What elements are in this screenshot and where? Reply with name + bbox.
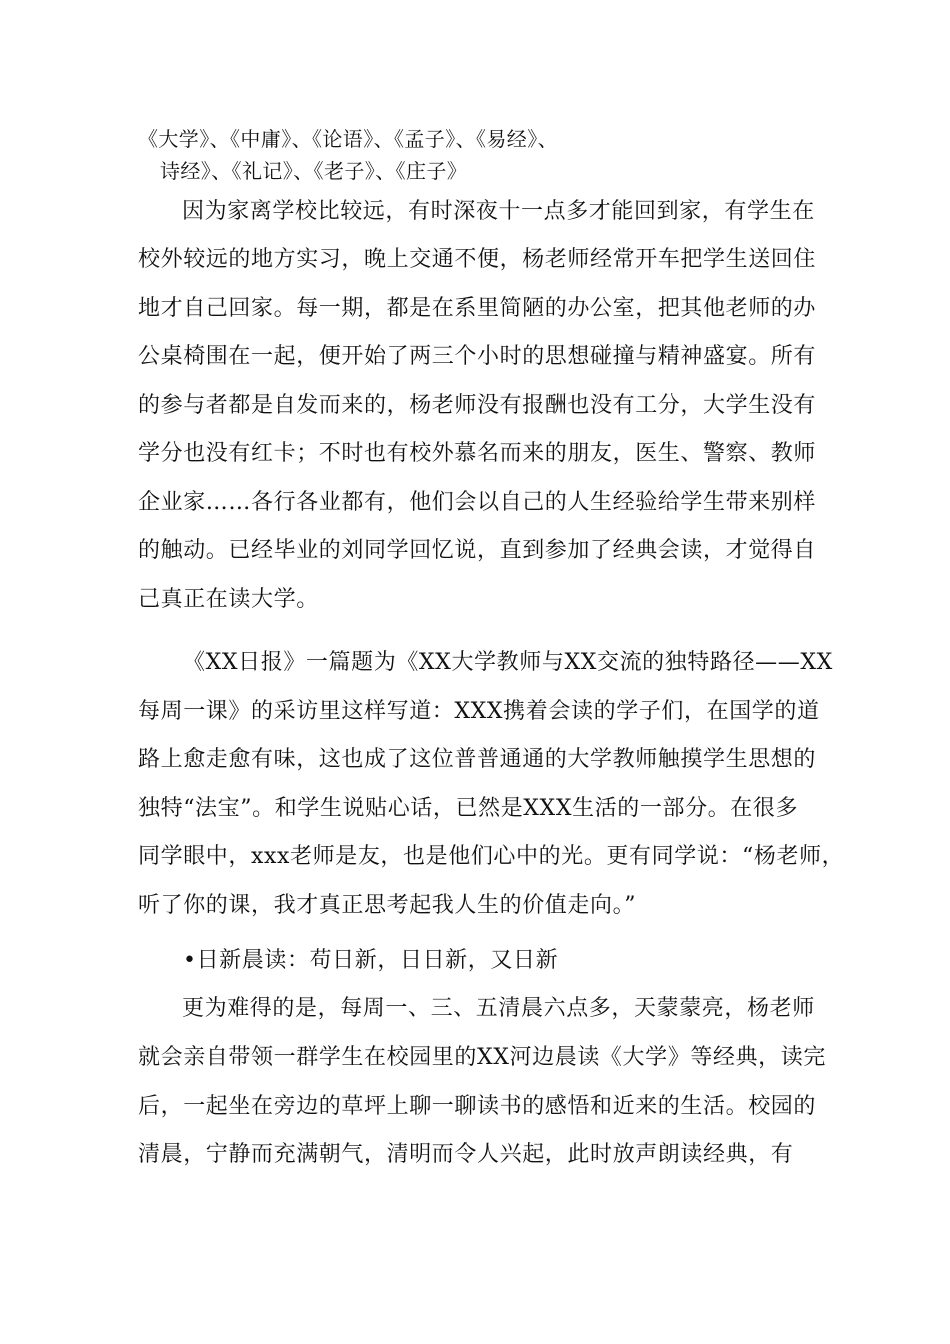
- paragraph-1-line-8: 的触动。已经毕业的刘同学回忆说，直到参加了经典会读，才觉得自: [138, 538, 817, 563]
- paragraph-2-line-4: 独特“法宝”。和学生说贴心话，已然是XXX生活的一部分。在很多: [138, 796, 799, 821]
- section-heading-daily-reading: •日新晨读：苟日新，日日新，又日新: [183, 948, 559, 973]
- paragraph-2-line-6: 听了你的课，我才真正思考起我人生的价值走向。”: [138, 893, 637, 918]
- book-list-line-2: 诗经》、《礼记》、《老子》、《庄子》: [160, 159, 468, 183]
- paragraph-2-line-5: 同学眼中，xxx老师是友，也是他们心中的光。更有同学说：“杨老师，: [138, 844, 845, 869]
- paragraph-3-line-1: 更为难得的是，每周一、三、五清晨六点多，天蒙蒙亮，杨老师: [182, 996, 815, 1021]
- paragraph-3-line-4: 清晨，宁静而充满朝气，清明而令人兴起，此时放声朗读经典，有: [138, 1142, 794, 1167]
- paragraph-1-line-3: 地才自己回家。每一期，都是在系里简陋的办公室，把其他老师的办: [138, 296, 817, 321]
- book-list-line-1: 《大学》、《中庸》、《论语》、《孟子》、《易经》、: [138, 127, 558, 151]
- paragraph-1-line-4: 公桌椅围在一起，便开始了两三个小时的思想碰撞与精神盛宴。所有: [138, 344, 817, 369]
- paragraph-2-line-2: 每周一课》的采访里这样写道：XXX携着会读的学子们，在国学的道: [138, 699, 820, 724]
- paragraph-1-line-6: 学分也没有红卡；不时也有校外慕名而来的朋友，医生、警察、教师: [138, 441, 817, 466]
- paragraph-1-line-5: 的参与者都是自发而来的，杨老师没有报酬也没有工分，大学生没有: [138, 393, 817, 418]
- paragraph-3-line-2: 就会亲自带领一群学生在校园里的XX河边晨读《大学》等经典，读完: [138, 1045, 826, 1070]
- paragraph-2-line-3: 路上愈走愈有味，这也成了这位普普通通的大学教师触摸学生思想的: [138, 747, 817, 772]
- paragraph-1-line-1: 因为家离学校比较远，有时深夜十一点多才能回到家，有学生在: [182, 199, 815, 224]
- paragraph-1-line-9: 己真正在读大学。: [138, 587, 319, 612]
- paragraph-1-line-2: 校外较远的地方实习，晚上交通不便，杨老师经常开车把学生送回住: [138, 247, 817, 272]
- paragraph-3-line-3: 后，一起坐在旁边的草坪上聊一聊读书的感悟和近来的生活。校园的: [138, 1094, 817, 1119]
- paragraph-2-line-1: 《XX日报》一篇题为《XX大学教师与XX交流的独特路径——XX: [183, 650, 833, 675]
- paragraph-1-line-7: 企业家……各行各业都有，他们会以自己的人生经验给学生带来别样: [138, 490, 817, 515]
